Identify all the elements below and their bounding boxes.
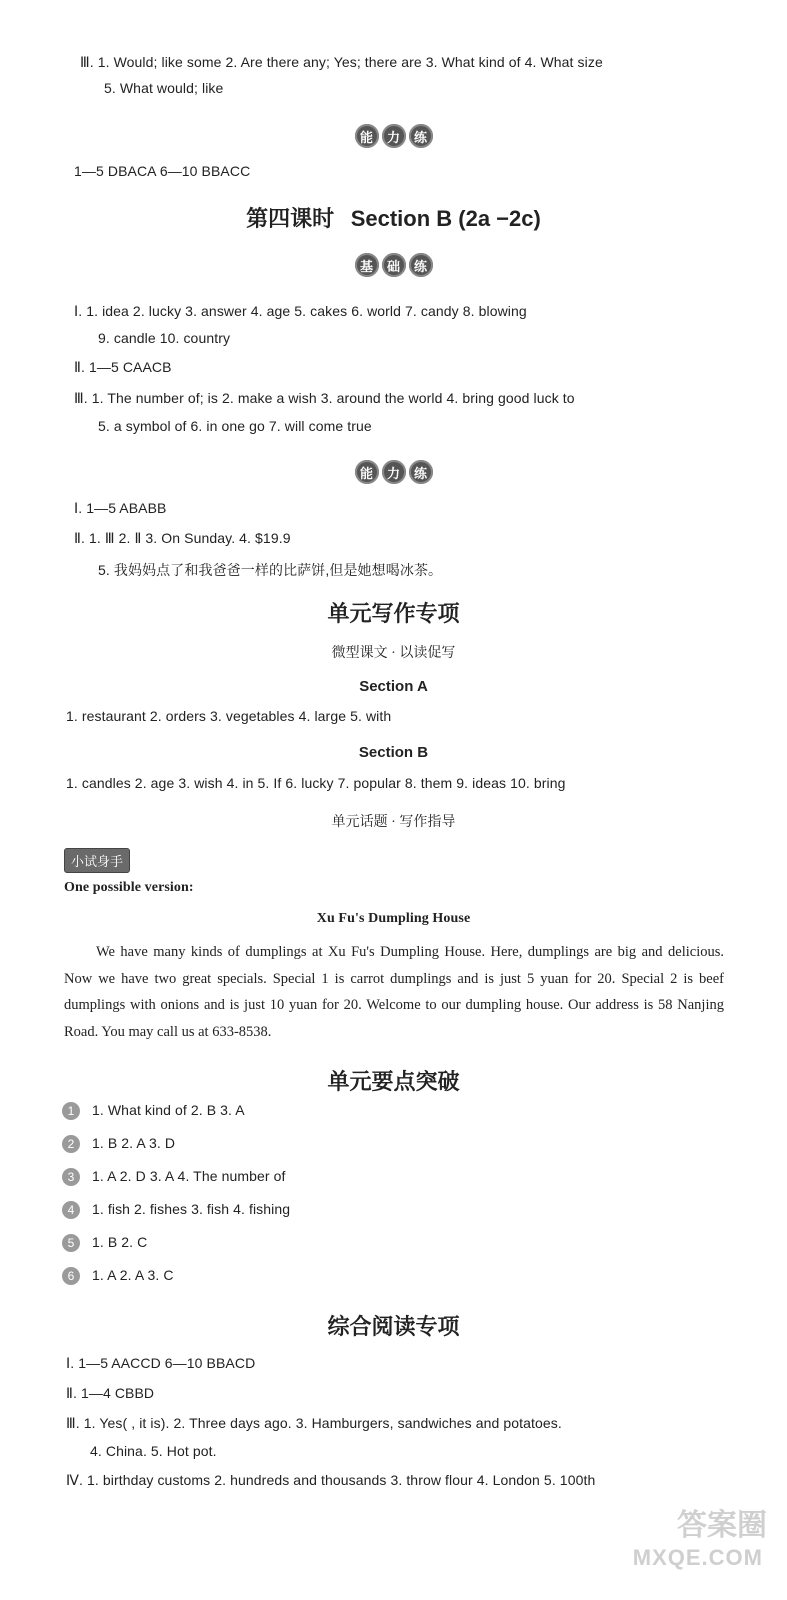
answer-line: Ⅱ. 1—4 CBBD	[66, 1385, 155, 1401]
keypoint-text: 1. B 2. A 3. D	[92, 1135, 176, 1151]
keypoint-text: 1. fish 2. fishes 3. fish 4. fishing	[92, 1201, 291, 1217]
keypoint-item	[62, 1168, 286, 1186]
answer-line: 1. restaurant 2. orders 3. vegetables 4. large 5. with	[66, 708, 392, 724]
number-badge: 4	[62, 1201, 80, 1219]
essay-title: Xu Fu's Dumpling House	[316, 911, 471, 926]
answer-line: 5. a symbol of 6. in one go 7. will come true	[98, 418, 372, 434]
keypoint-item	[62, 1267, 174, 1285]
answer-line: 5. 我妈妈点了和我爸爸一样的比萨饼,但是她想喝冰茶。	[98, 562, 443, 578]
watermark-site: MXQE.COM	[632, 1545, 763, 1570]
badge-char: 能	[355, 460, 379, 484]
badge-char: 基	[355, 253, 379, 277]
writing-subtitle: 单元话题 · 写作指导	[331, 815, 456, 830]
watermark-logo: 答案圈	[677, 1509, 767, 1542]
answer-line: Ⅱ. 1—5 CAACB	[74, 359, 172, 375]
jichu-badge	[0, 253, 787, 277]
number-badge: 3	[62, 1168, 80, 1186]
badge-char: 练	[409, 253, 433, 277]
section-b-heading: Section B	[358, 744, 429, 761]
section-title-cn: 第四课时	[246, 206, 335, 231]
answer-line: Ⅰ. 1—5 ABABB	[74, 500, 167, 516]
keypoint-text: 1. A 2. D 3. A 4. The number of	[92, 1168, 286, 1184]
answer-line: 1—5 DBACA 6—10 BBACC	[74, 163, 251, 179]
answer-line: Ⅰ. 1—5 AACCD 6—10 BBACD	[66, 1355, 256, 1371]
badge-char: 能	[355, 124, 379, 148]
keypoint-text: 1. A 2. A 3. C	[92, 1267, 174, 1283]
section-a-heading: Section A	[359, 678, 428, 695]
version-label: One possible version:	[64, 880, 194, 895]
number-badge: 6	[62, 1267, 80, 1285]
reading-title: 综合阅读专项	[327, 1314, 460, 1339]
nengli-badge	[0, 460, 787, 484]
keypoint-item	[62, 1102, 245, 1120]
badge-char: 力	[382, 124, 406, 148]
answer-line: Ⅱ. 1. Ⅲ 2. Ⅱ 3. On Sunday. 4. $19.9	[74, 530, 291, 546]
keypoint-item	[62, 1234, 147, 1252]
number-badge: 5	[62, 1234, 80, 1252]
badge-char: 练	[409, 124, 433, 148]
answer-line: Ⅲ. 1. The number of; is 2. make a wish 3. around the world 4. bring good luck to	[74, 390, 575, 406]
answer-line: Ⅲ. 1. Would; like some 2. Are there any; Yes; there are 3. What kind of 4. What size	[80, 54, 603, 70]
answer-line: 1. candles 2. age 3. wish 4. in 5. If 6. lucky 7. popular 8. them 9. ideas 10. bring	[66, 775, 566, 791]
practice-tag: 小试身手	[64, 848, 130, 873]
section-title-en: Section B (2a −2c)	[350, 206, 541, 231]
answer-line: 5. What would; like	[104, 80, 224, 96]
section-title	[0, 202, 787, 233]
badge-char: 力	[382, 460, 406, 484]
writing-title: 单元写作专项	[327, 601, 460, 626]
keypoint-item	[62, 1135, 175, 1153]
nengli-badge	[0, 124, 787, 148]
answer-line: Ⅲ. 1. Yes( , it is). 2. Three days ago. 3. Hamburgers, sandwiches and potatoes.	[66, 1415, 562, 1431]
number-badge: 1	[62, 1102, 80, 1120]
writing-subtitle: 微型课文 · 以读促写	[331, 646, 456, 661]
answer-line: Ⅰ. 1. idea 2. lucky 3. answer 4. age 5. cakes 6. world 7. candy 8. blowing	[74, 303, 527, 319]
answer-line: 4. China. 5. Hot pot.	[90, 1443, 217, 1459]
answer-line: 9. candle 10. country	[98, 330, 231, 346]
keypoint-item	[62, 1201, 290, 1219]
answer-line: Ⅳ. 1. birthday customs 2. hundreds and thousands 3. throw flour 4. London 5. 100th	[66, 1472, 596, 1488]
badge-char: 练	[409, 460, 433, 484]
essay-body: We have many kinds of dumplings at Xu Fu's Dumpling House. Here, dumplings are big and delicious. Now we have two great specials. Special 1 is carrot dumplings and is just 5 yuan for 20. Special 2 is beef dumplings with onions and is just 10 yuan for 20. Welcome to our dumpling house. Our address is 58 Nanjing Road. You may call us at 633-8538.	[64, 944, 724, 1040]
keypoints-title: 单元要点突破	[327, 1069, 460, 1094]
keypoint-text: 1. What kind of 2. B 3. A	[92, 1102, 245, 1118]
number-badge: 2	[62, 1135, 80, 1153]
keypoint-text: 1. B 2. C	[92, 1234, 148, 1250]
badge-char: 础	[382, 253, 406, 277]
